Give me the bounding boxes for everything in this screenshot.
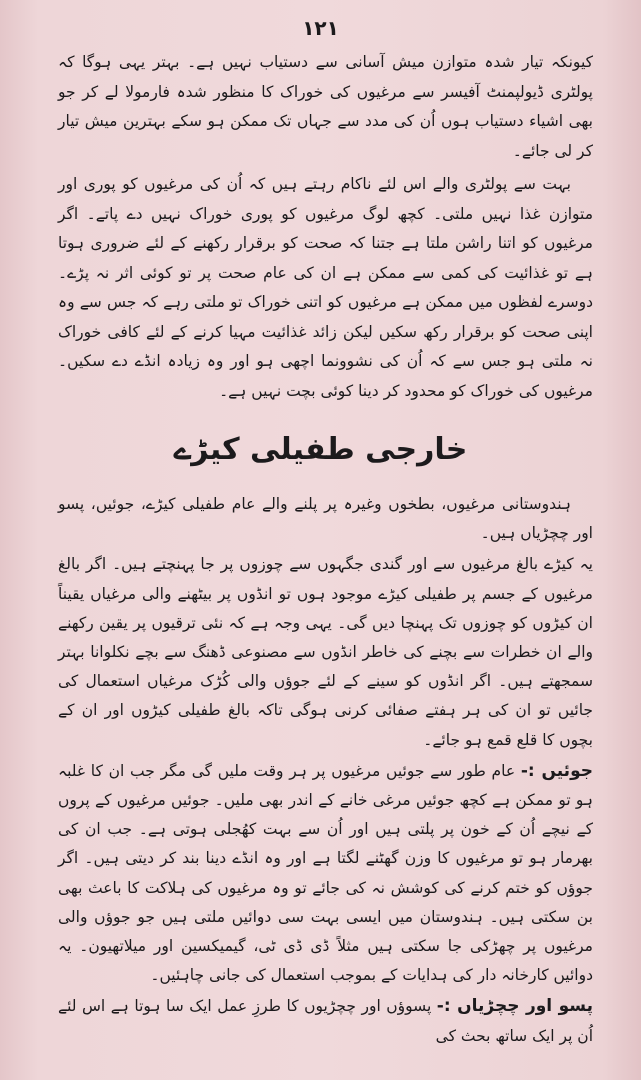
page-number: ۱۲۱ (302, 16, 339, 40)
lice-text: عام طور سے جوئیں مرغیوں پر ہر وقت ملیں گی مگر جب ان کا غلبہ ہو تو ممکن ہے کچھ جوئیں مرغی خانے کے اندر بھی ملیں۔ جوئیں مرغیوں کے پروں کے نیچے اُن کے خون پر پلتی ہیں اور اُن سے بہت کھُجلی ہوتی ہے۔ جب ان کی بھرمار ہو تو مرغیوں کا وزن گھٹنے لگتا ہے اور وہ انڈے دینا بند کر دیتی ہیں۔ اگر جوؤں کو ختم کرنے کی کوشش نہ کی جائے تو وہ مرغیوں کی ہلاکت کا باعث بھی بن سکتی ہیں۔ ہندوستان میں ایسی بہت سی دوائیں ملتی ہیں جو جوؤں والی مرغیوں پر چھڑکی جا سکتی ہیں مثلاً ڈی ڈی ٹی، گیمیکسین اور میلاتھیون۔ یہ دوائیں کارخانہ دار کی ہدایات کے بموجب استعمال کی جانی چاہئیں۔ (58, 761, 593, 985)
paragraph-fleas-ticks (58, 992, 593, 1050)
section-heading: خارجی طفیلی کیڑے (173, 432, 468, 467)
paragraph-block-1 (58, 48, 593, 168)
paragraph-block-3 (58, 490, 593, 1053)
paragraph-parasites-intro: ہندوستانی مرغیوں، بطخوں وغیرہ پر پلنے والے عام طفیلی کیڑے، جوئیں، پسو اور چچڑیاں ہیں۔ (58, 495, 593, 543)
fleas-ticks-text: پسوؤں اور چچڑیوں کا طرزِ عمل ایک سا ہوتا ہے اس لئے اُن پر ایک ساتھ بحث کی (58, 997, 593, 1045)
paragraph-parasites-spread: یہ کیڑے بالغ مرغیوں سے اور گندی جگہوں سے چوزوں پر جا پہنچتے ہیں۔ اگر بالغ مرغیوں کے جسم پر طفیلی کیڑے موجود ہوں تو انڈوں پر بیٹھنے والی مرغیاں یقیناً ان کیڑوں کو چوزوں تک پہنچا دیں گی۔ یہی وجہ ہے کہ نئی ترقیوں پر یقین رکھنے والے ان خطرات سے بچنے کی خاطر انڈوں سے مصنوعی ڈھنگ سے بچے نکلوانا بہتر سمجھتے ہیں۔ اگر انڈوں کو سینے کے لئے جوؤں والی کُڑک مرغیاں استعمال کی جائیں تو ان کی ہر ہفتے صفائی کرنی ہوگی تاکہ بالغ طفیلی کیڑوں اور ان کے بچوں کا قلع قمع ہو جائے۔ (58, 555, 593, 749)
paragraph-lice (58, 757, 593, 991)
fleas-ticks-label: پسو اور چچڑیاں :- (436, 996, 593, 1017)
lice-label: جوئیں :- (520, 760, 593, 781)
paragraph-nutrition: بہت سے پولٹری والے اس لئے ناکام رہتے ہیں کہ اُن کی مرغیوں کو پوری اور متوازن غذا نہیں ملتی۔ کچھ لوگ مرغیوں کو پوری خوراک نہیں دے پاتے۔ اگر مرغیوں کو اتنا راشن ملتا ہے جتنا کہ صحت کو برقرار رکھنے کے لئے ضروری ہوتا ہے تو غذائیت کی کمی سے ممکن ہے ان کی عام صحت پر تو کوئی اثر نہ پڑے۔ دوسرے لفظوں میں ممکن ہے مرغیوں کو اتنی خوراک تو ملتی رہے کہ جس سے وہ اپنی صحت کو برقرار رکھ سکیں لیکن زائد غذائیت مہیا کرنے کے لئے کافی خوراک نہ ملتی ہو جس سے کہ اُن کی نشوونما اچھی ہو اور وہ زیادہ انڈے دے سکیں۔ مرغیوں کی خوراک کو محدود کر دینا کوئی بچت نہیں ہے۔ (58, 175, 593, 400)
paragraph-feed-formula: کیونکہ تیار شدہ متوازن میش آسانی سے دستیاب نہیں ہے۔ بہتر یہی ہوگا کہ پولٹری ڈیولپمنٹ آفیسر سے مرغیوں کی خوراک کا منظور شدہ فارمولا لے کر جو بھی اشیاء دستیاب ہوں اُن کی مدد سے جہاں تک ممکن ہو سکے بہترین میش تیار کر لی جائے۔ (58, 53, 593, 160)
paragraph-block-2 (58, 170, 593, 408)
